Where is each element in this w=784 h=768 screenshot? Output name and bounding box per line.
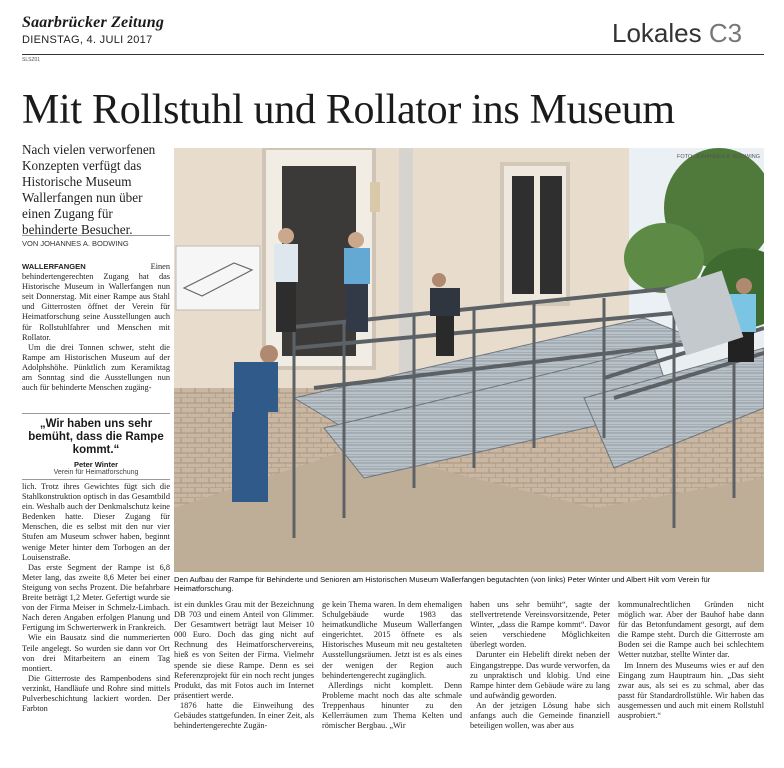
- article-paragraph: ist ein dunkles Grau mit der Bezeichnung DB 703 und einem Anteil von Glimmer. Der Gesamtwert beträgt laut Meiser 10 000 Euro. Doch das ging nicht auf Rechnung des Heimatforschervereins, hieß es von Seiten der Firma. Vielmehr spende sie diese Rampe. Denn es sei Referenzprojekt für ein noch recht junges Produkt, das mit Fotos auch im Internet präsentiert werde.: [174, 600, 314, 700]
- article-paragraph: kommunalrechtlichen Gründen nicht möglich war. Aber der Bauhof habe dann für das Betonfundament gesorgt, auf dem die Rampe steht. Durch die Gitterroste am Boden sei die Rampe auch bei schlechtem Wetter nutzbar, stellte Winter dar.: [618, 600, 764, 660]
- article-column-1b: [22, 482, 170, 714]
- ramp-photo-illustration: [174, 148, 764, 572]
- issue-date: DIENSTAG, 4. JULI 2017: [22, 34, 153, 46]
- article-paragraph: Das erste Segment der Rampe ist 6,8 Meter lang, das zweite 8,6 Meter bei einer Steigung von sechs Prozent. Die befahrbare Breite beträgt 1,2 Meter. Gefertigt wurde sie von der Firma Meiser in Schmelz-Limbach. Nach deren Angaben erfolgen Planung und Fertigung im Schwerterwerk in Frankreich.: [22, 562, 170, 633]
- article-byline: VON JOHANNES A. BODWING: [22, 235, 170, 248]
- article-teaser: Nach vielen verworfenen Konzepten verfügt das Historische Museum Wallerfangen nun über einen Zugang für behinderte Besucher.: [22, 142, 156, 237]
- article-paragraph: Allerdings nicht komplett. Denn Probleme macht noch das alte schmale Treppenhaus hinunter zu den Kellerräumen zum Thema Kelten und römischer Bergbau. „Wir: [322, 680, 462, 731]
- page-reference: SLSZ01: [22, 57, 41, 63]
- article-dateline: WALLERFANGEN: [22, 262, 86, 271]
- article-paragraph: Die Gitterroste des Rampenbodens sind verzinkt, Handläufe und Rohre sind mittels Pulverbeschichtung lackiert worden. Der Farbton: [22, 673, 170, 714]
- article-column-4: [470, 600, 610, 731]
- article-paragraph: lich. Trotz ihres Gewichtes fügt sich die Stahlkonstruktion optisch in das Gesamtbild ein. Weshalb auch der Denkmalschutz keine Bedenken hatte. Dieser Zugang für Menschen, die es selbst mit den nur vier Stufen am Museum schwer haben, beginnt wenige Meter hinter dem Torbogen an der Louisenstraße.: [22, 482, 170, 562]
- article-column-1a: [22, 262, 170, 393]
- article-paragraph: 1876 hatte die Einweihung des Gebäudes stattgefunden. In einer Zeit, als behindertengerechte Zugän-: [174, 700, 314, 731]
- article-paragraph: Im Innern des Museums wies er auf den Eingang zum Hauptraum hin. „Das sieht zwar aus, als sei es zu schmal, aber das passt für Standardrollstühle. Wir haben das ausgemessen und auch mit einem Rollstuhl ausprobiert.“: [618, 660, 764, 721]
- article-paragraph: ge kein Thema waren. In dem ehemaligen Schulgebäude wurde 1983 das heimatkundliche Museum Wallerfangen eingerichtet. 2015 öffnete es als Historisches Museum mit neu gestalteten Ausstellungsräumen. Jetzt ist es als eines der wenigen der Region auch behindertengerecht zugänglich.: [322, 600, 462, 680]
- article-paragraph: haben uns sehr bemüht“, sagte der stellvertretende Vereinsvorsitzende, Peter Winter, „dass die Rampe kommt“. Davor seien verschiedene Möglichkeiten überlegt worden.: [470, 600, 610, 650]
- paragraph-text: Einen behindertengerechten Zugang hat das Historische Museum in Wallerfangen nun seit Donnerstag. Mit einer Rampe aus Stahl und Gitterrosten öffnet der Verein für Heimatforschung seine Ausstellungen auch für Rollstuhlfahrer und Menschen mit Rollator.: [22, 262, 170, 342]
- article-photo: [174, 148, 764, 572]
- article-column-2: [174, 600, 314, 731]
- section-page-number: C3: [708, 18, 743, 48]
- newspaper-masthead: Saarbrücker Zeitung: [22, 14, 165, 31]
- pull-quote-author: Peter Winter: [73, 460, 119, 469]
- section-header: [612, 18, 742, 49]
- pull-quote: [22, 413, 170, 480]
- article-column-3: [322, 600, 462, 731]
- article-paragraph: Um die drei Tonnen schwer, steht die Rampe am Historischen Museum auf der Adolphshöhe. Pünktlich zum Keramiktag am Sonntag sind die Ausstellungen nun auch für behinderte Menschen zugäng-: [22, 342, 170, 393]
- pull-quote-text: „Wir haben uns sehr bemüht, dass die Rampe kommt.“: [28, 418, 164, 456]
- article-paragraph: Darunter ein Hebelift direkt neben der Eingangstreppe. Das wurde verworfen, da zu unpraktisch und klobig. Und eine Rampe hinter dem Gebäude wäre zu lang und aufwändig geworden.: [470, 650, 610, 700]
- article-headline: Mit Rollstuhl und Rollator ins Museum: [22, 87, 675, 133]
- article-paragraph: [22, 262, 170, 343]
- pull-quote-role: Verein für Heimatforschung: [53, 469, 139, 476]
- photo-caption: Den Aufbau der Rampe für Behinderte und Senioren am Historischen Museum Wallerfangen begutachten (von links) Peter Winter und Albert Hilt vom Verein für Heimatforschung.: [174, 575, 711, 593]
- photo-credit: FOTO: JOHANNES A. BODWING: [676, 154, 760, 160]
- article-paragraph: An der jetzigen Lösung habe sich anfangs auch die Gemeinde finanziell beteiligen wollen, was aber aus: [470, 700, 610, 731]
- header-rule: [22, 54, 764, 55]
- article-column-5: [618, 600, 764, 721]
- section-name: Lokales: [612, 18, 702, 48]
- article-paragraph: Wie ein Bausatz sind die nummerierten Teile angelegt. So wurden sie dann vor Ort von drei Mitarbeitern an einem Tag montiert.: [22, 633, 170, 673]
